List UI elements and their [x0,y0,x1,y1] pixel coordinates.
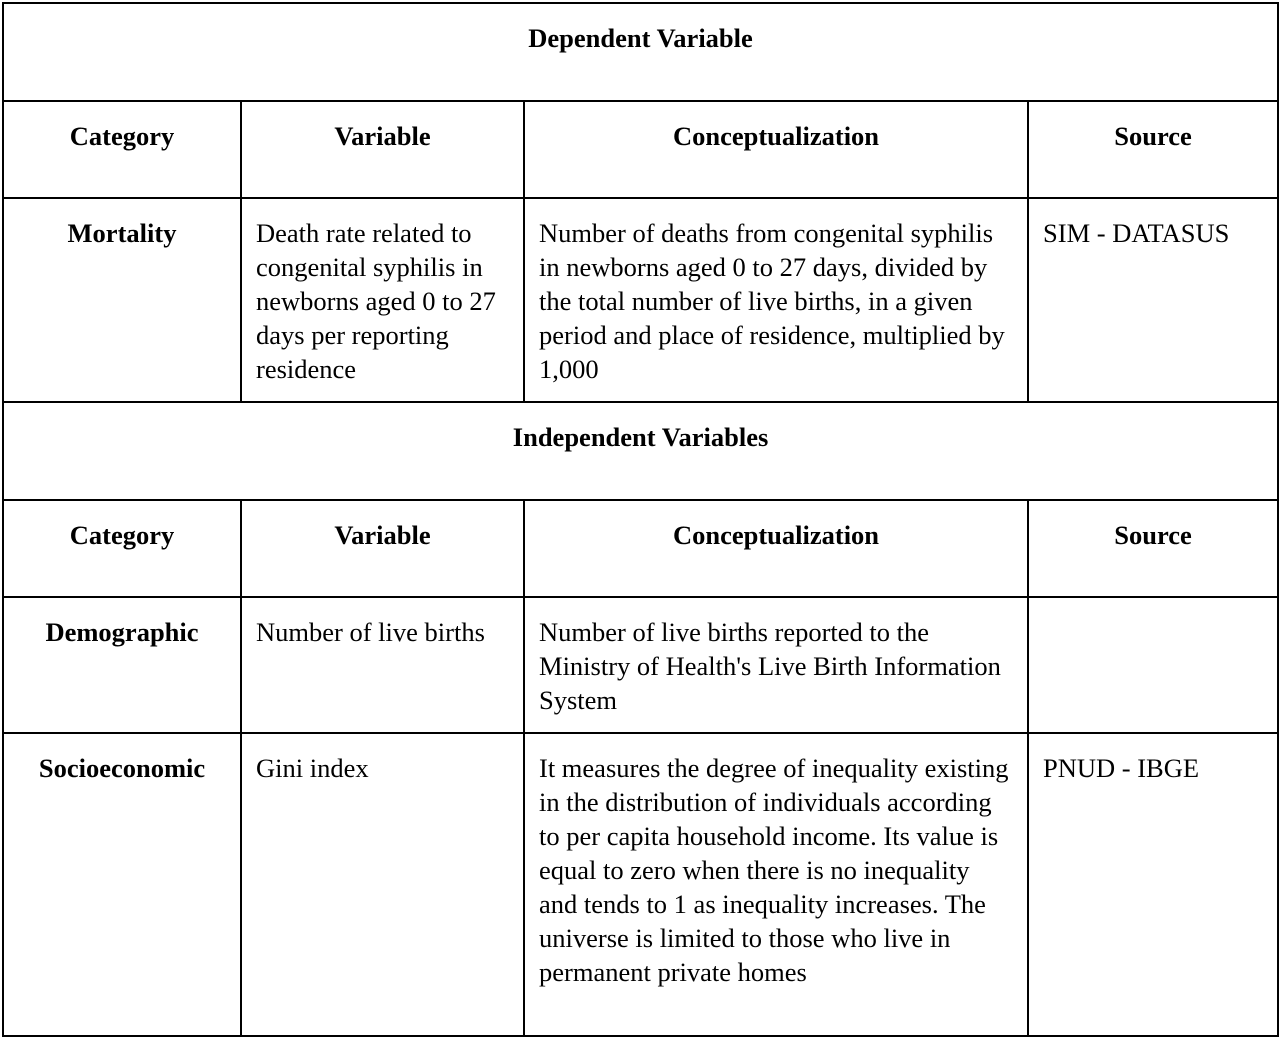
row-category: Demographic [3,597,241,733]
header-category: Category [3,500,241,597]
row-source [1028,597,1278,733]
table-row [3,597,1278,733]
variables-table [2,2,1279,1037]
header-source: Source [1028,500,1278,597]
row-category: Socioeconomic [3,733,241,1036]
header-variable: Variable [241,500,524,597]
row-variable: Number of live births [241,597,524,733]
dependent-section-title: Dependent Variable [3,3,1278,101]
table-row [3,733,1278,1036]
independent-header-row [3,500,1278,597]
header-category: Category [3,101,241,198]
row-conceptualization: Number of live births reported to the Ministry of Health's Live Birth Information System [524,597,1028,733]
header-conceptualization: Conceptualization [524,101,1028,198]
dependent-header-row [3,101,1278,198]
row-conceptualization: Number of deaths from congenital syphilis in newborns aged 0 to 27 days, divided by the total number of live births, in a given period and place of residence, multiplied by 1,000 [524,198,1028,402]
row-variable: Gini index [241,733,524,1036]
table-row [3,198,1278,402]
header-variable: Variable [241,101,524,198]
dependent-section-row [3,3,1278,101]
row-source: SIM - DATASUS [1028,198,1278,402]
header-conceptualization: Conceptualization [524,500,1028,597]
row-variable: Death rate related to congenital syphilis in newborns aged 0 to 27 days per reporting residence [241,198,524,402]
row-category: Mortality [3,198,241,402]
independent-section-row [3,402,1278,500]
row-conceptualization: It measures the degree of inequality existing in the distribution of individuals according to per capita household income. Its value is equal to zero when there is no inequality and tends to 1 as inequality increases. The universe is limited to those who live in permanent private homes [524,733,1028,1036]
header-source: Source [1028,101,1278,198]
independent-section-title: Independent Variables [3,402,1278,500]
row-source: PNUD - IBGE [1028,733,1278,1036]
